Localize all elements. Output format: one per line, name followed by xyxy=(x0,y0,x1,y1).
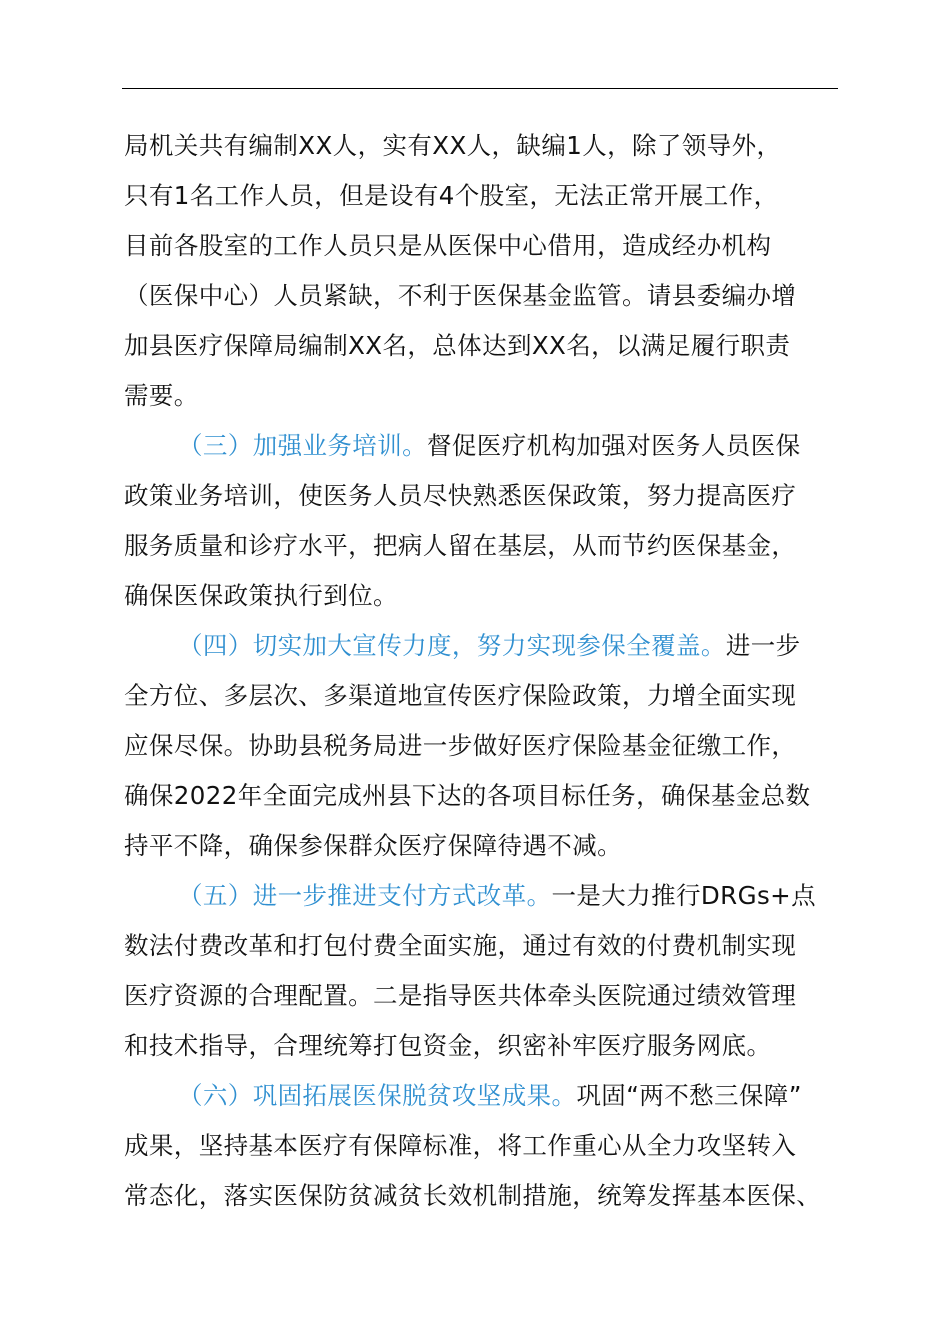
section-4 xyxy=(124,626,840,876)
text-line: 确保2022年全面完成州县下达的各项目标任务，确保基金总数 xyxy=(124,781,811,810)
text-line: 全方位、多层次、多渠道地宣传医疗保险政策，力增全面实现 xyxy=(124,681,797,710)
section-3 xyxy=(124,426,840,626)
document-body xyxy=(124,126,840,1226)
text-line: 需要。 xyxy=(124,381,199,410)
text-line: 服务质量和诊疗水平，把病人留在基层，从而节约医保基金， xyxy=(124,531,797,560)
section-text: 一是大力推行DRGs+点 xyxy=(551,881,816,910)
section-first-line xyxy=(124,1076,840,1126)
section-heading: （三）加强业务培训。 xyxy=(178,431,427,460)
section-text: 巩固“两不愁三保障” xyxy=(576,1081,802,1110)
section-6 xyxy=(124,1076,840,1226)
text-line: 数法付费改革和打包付费全面实施，通过有效的付费机制实现 xyxy=(124,931,797,960)
section-heading: （六）巩固拓展医保脱贫攻坚成果。 xyxy=(178,1081,577,1110)
section-first-line xyxy=(124,626,840,676)
section-first-line xyxy=(124,426,840,476)
text-line: 常态化，落实医保防贫减贫长效机制措施，统筹发挥基本医保、 xyxy=(124,1181,822,1210)
text-line: 加县医疗保障局编制XX名，总体达到XX名，以满足履行职责 xyxy=(124,331,791,360)
section-text: 督促医疗机构加强对医务人员医保 xyxy=(427,431,801,460)
section-text: 进一步 xyxy=(725,631,801,660)
header-rule xyxy=(122,88,838,89)
section-5 xyxy=(124,876,840,1076)
text-line: 目前各股室的工作人员只是从医保中心借用，造成经办机构 xyxy=(124,231,772,260)
text-line: 医疗资源的合理配置。二是指导医共体牵头医院通过绩效管理 xyxy=(124,981,797,1010)
text-line: 只有1名工作人员，但是设有4个股室，无法正常开展工作， xyxy=(124,181,779,210)
section-heading: （五）进一步推进支付方式改革。 xyxy=(178,881,552,910)
section-first-line xyxy=(124,876,840,926)
section-heading: （四）切实加大宣传力度，努力实现参保全覆盖。 xyxy=(178,631,726,660)
text-line: 政策业务培训，使医务人员尽快熟悉医保政策，努力提高医疗 xyxy=(124,481,797,510)
paragraph-1 xyxy=(124,126,840,426)
text-line: 持平不降，确保参保群众医疗保障待遇不减。 xyxy=(124,831,622,860)
text-line: 局机关共有编制XX人，实有XX人，缺编1人，除了领导外， xyxy=(124,131,782,160)
text-line: 成果，坚持基本医疗有保障标准，将工作重心从全力攻坚转入 xyxy=(124,1131,797,1160)
text-line: 和技术指导，合理统筹打包资金，织密补牢医疗服务网底。 xyxy=(124,1031,772,1060)
text-line: 应保尽保。协助县税务局进一步做好医疗保险基金征缴工作， xyxy=(124,731,797,760)
text-line: 确保医保政策执行到位。 xyxy=(124,581,398,610)
text-line: （医保中心）人员紧缺，不利于医保基金监管。请县委编办增 xyxy=(124,281,797,310)
